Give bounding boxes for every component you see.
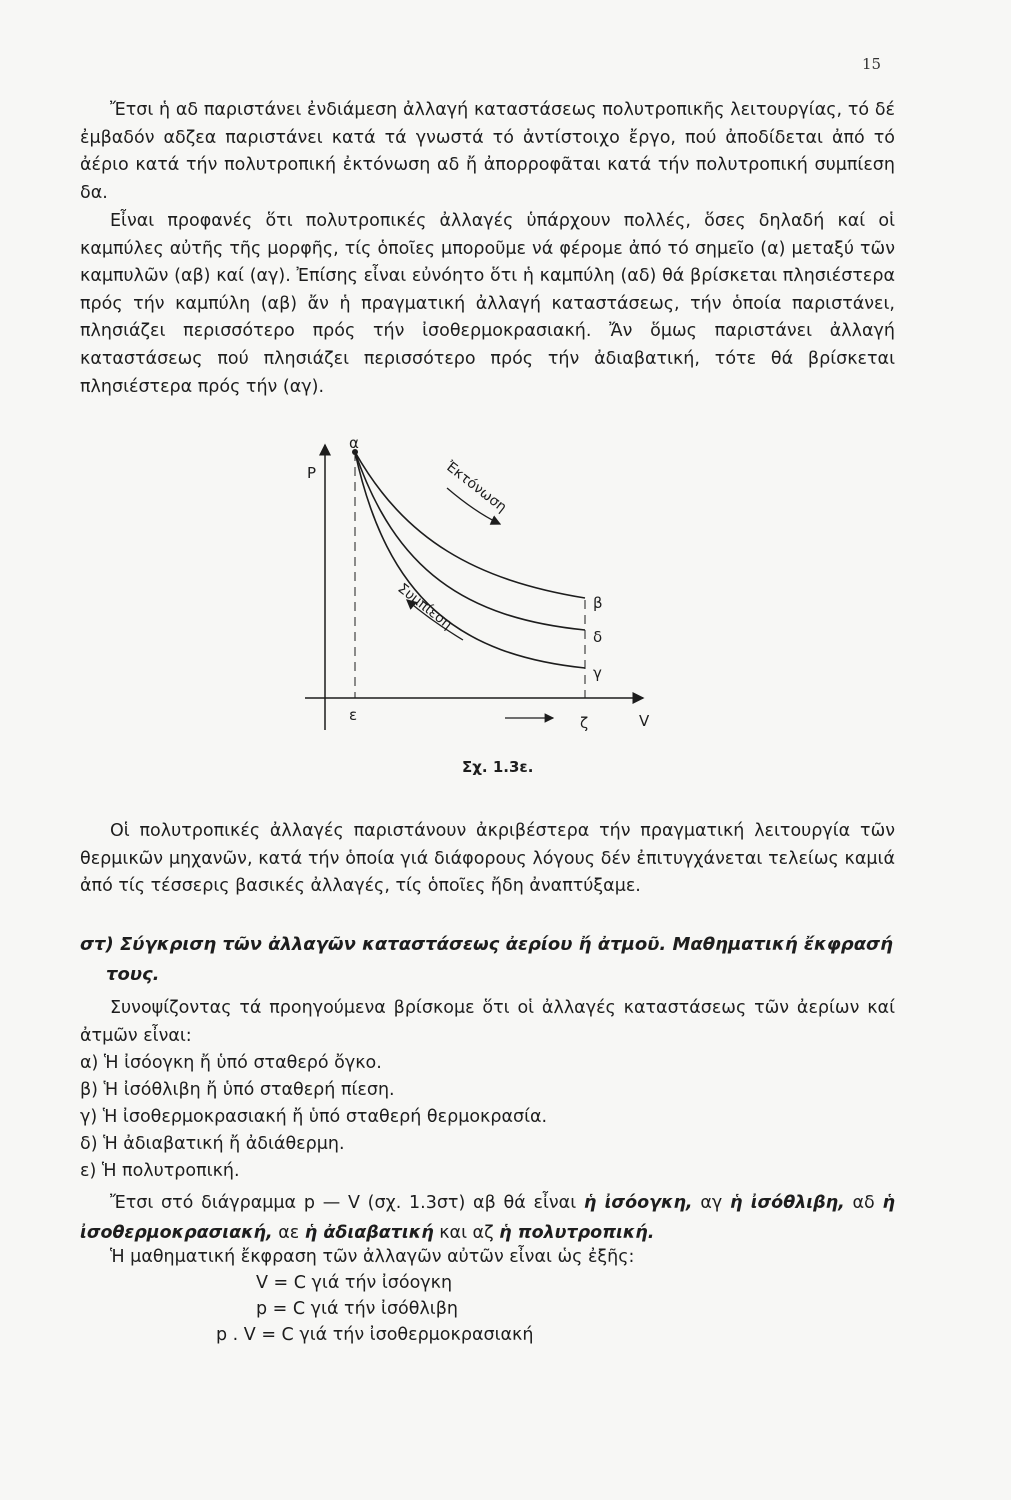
formula-isothermal: p . V = C γιά τήν ἰσοθερμοκρασιακή [216, 1325, 534, 1345]
list-item: α) Ἡ ἰσόογκη ἤ ὑπό σταθερό ὄγκο. [80, 1053, 382, 1073]
compression-label: Συμπίεση [394, 580, 456, 633]
point-d-label: δ [593, 628, 603, 646]
list-item: δ) Ἡ ἀδιαβατική ἤ ἀδιάθερμη. [80, 1134, 345, 1154]
expression-intro: Ἡ μαθηματική ἔκφραση τῶν ἀλλαγῶν αὐτῶν εἶναι ὡς ἐξῆς: [110, 1247, 635, 1267]
page-number: 15 [862, 55, 882, 73]
paragraph-diagram-mapping: Ἔτσι στό διάγραμμα p — V (σχ. 1.3στ) αβ θά εἶναι ἡ ἰσόογκη, αγ ἡ ἰσόθλιβη, αδ ἡ ἰσοθερμοκρασιακή, αε ἡ ἀδιαβατική και αζ ἡ πολυτροπική. [80, 1193, 895, 1243]
paragraph-summary-intro: Συνοψίζοντας τά προηγούμενα βρίσκομε ὅτι οἱ ἀλλαγές καταστάσεως τῶν ἀερίων καί ἀτμῶν εἶναι: [80, 998, 895, 1046]
point-z-label: ζ [580, 714, 589, 732]
formula-isochoric: V = C γιά τήν ἰσόογκη [256, 1273, 453, 1293]
list-item: β) Ἡ ἰσόθλιβη ἤ ὑπό σταθερή πίεση. [80, 1080, 395, 1100]
list-item: ε) Ἡ πολυτροπική. [80, 1161, 240, 1181]
formula-isobaric: p = C γιά τήν ἰσόθλιβη [256, 1299, 458, 1319]
axis-v-label: V [639, 712, 650, 730]
section-heading [80, 930, 900, 990]
point-a-label: α [349, 434, 359, 452]
pv-diagram [295, 430, 665, 750]
point-g-label: γ [593, 664, 602, 682]
paragraph-polytropic-area: Ἔτσι ἡ αδ παριστάνει ἐνδιάμεση ἀλλαγή καταστάσεως πολυτροπικῆς λειτουργίας, τό δέ ἐμβαδόν αδζεα παριστάνει κατά τά γνωστά τό ἀντίστοιχο ἔργο, πού ἀποδίδεται ἀπό τό ἀέριο κατά τήν πολυτροπική ἐκτόνωση αδ ἤ ἀπορροφᾶται κατά τήν πολυτροπική συμπίεση δα. [80, 100, 895, 203]
point-e-label: ε [349, 706, 358, 724]
paragraph-polytropic-curves: Εἶναι προφανές ὅτι πολυτροπικές ἀλλαγές ὑπάρχουν πολλές, ὅσες δηλαδή καί οἱ καμπύλες αὐτῆς τῆς μορφῆς, τίς ὁποῖες μποροῦμε νά φέρομε ἀπό τό σημεῖο (α) μεταξύ τῶν καμπυλῶν (αβ) καί (αγ). Ἐπίσης εἶναι εὐνόητο ὅτι ἡ καμπύλη (αδ) θά βρίσκεται πλησιέστερα πρός τήν καμπύλη (αβ) ἄν ἡ πραγματική ἀλλαγή καταστάσεως, τήν ὁποία παριστάνει, πλησιάζει περισσότερο πρός τήν ἰσοθερμοκρασιακή. Ἄν ὅμως παριστάνει ἀλλαγή καταστάσεως πού πλησιάζει περισσότερο πρός τήν ἀδιαβατική, τότε θά βρίσκεται πλησιέστερα πρός τήν (αγ). [80, 211, 895, 397]
expansion-label: Ἐκτόνωση [442, 458, 510, 516]
point-b-label: β [593, 594, 603, 612]
figure-caption: Σχ. 1.3ε. [462, 758, 534, 776]
section-heading-line2: τους. [106, 964, 160, 985]
list-item: γ) Ἡ ἰσοθερμοκρασιακή ἤ ὑπό σταθερή θερμοκρασία. [80, 1107, 548, 1127]
axis-p-label: P [307, 464, 317, 482]
section-heading-line1: στ) Σύγκριση τῶν ἀλλαγῶν καταστάσεως ἀερίου ἤ ἀτμοῦ. Μαθηματική ἔκφρασή [80, 934, 893, 955]
paragraph-real-operation: Οἱ πολυτροπικές ἀλλαγές παριστάνουν ἀκριβέστερα τήν πραγματική λειτουργία τῶν θερμικῶν μηχανῶν, κατά τήν ὁποία γιά διάφορους λόγους δέν ἐπιτυγχάνεται τελείως καμιά ἀπό τίς τέσσερις βασικές ἀλλαγές, τίς ὁποῖες ἤδη ἀναπτύξαμε. [80, 821, 895, 897]
